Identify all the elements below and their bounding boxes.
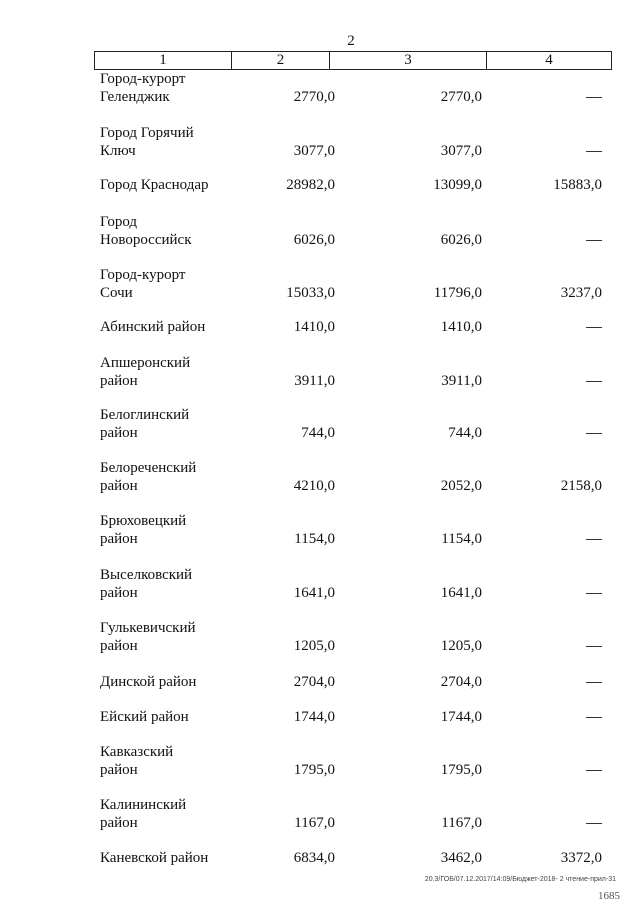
row-name: Город Новороссийск (100, 214, 192, 248)
row-value-c4 (587, 142, 602, 160)
row-name: Кавказский район (100, 744, 174, 778)
column-header-table (94, 51, 612, 70)
row-value-c3: 1795,0 (440, 762, 482, 778)
row-value-c2: 1205,0 (293, 638, 335, 654)
row-value-c2: 744,0 (301, 425, 335, 441)
row-name: Белореченский район (100, 460, 197, 494)
dash-mark (586, 327, 602, 328)
dash-mark (586, 433, 602, 434)
row-name: Брюховецкий район (100, 513, 187, 547)
row-value-c3: 1641,0 (440, 585, 482, 601)
row-value-c2: 1641,0 (293, 585, 335, 601)
row-value-c4 (587, 530, 602, 548)
row-value-c3: 11796,0 (433, 285, 482, 301)
row-value-c3: 3911,0 (441, 373, 482, 389)
row-value-c2: 1167,0 (294, 815, 335, 831)
row-name: Город-курорт Сочи (100, 267, 186, 301)
dash-mark (586, 646, 602, 647)
row-value-c3: 744,0 (448, 425, 482, 441)
dash-mark (586, 151, 602, 152)
row-value-c4 (587, 584, 602, 602)
row-value-c3: 3462,0 (440, 850, 482, 866)
row-name: Белоглинский район (100, 407, 190, 441)
row-name: Калининский район (100, 797, 187, 831)
row-value-c2: 2770,0 (293, 89, 335, 105)
row-value-c4 (587, 673, 602, 691)
row-value-c4 (587, 231, 602, 249)
dash-mark (586, 770, 602, 771)
row-name: Каневской район (100, 850, 209, 866)
row-name: Город-курорт Геленджик (100, 71, 186, 105)
page-number: 2 (347, 33, 355, 49)
row-value-c3: 1167,0 (441, 815, 482, 831)
row-value-c3: 1205,0 (440, 638, 482, 654)
row-value-c4: 3237,0 (560, 285, 602, 301)
row-value-c2: 1795,0 (293, 762, 335, 778)
row-value-c3: 1744,0 (440, 709, 482, 725)
row-value-c3: 2770,0 (440, 89, 482, 105)
row-value-c3: 13099,0 (433, 177, 482, 193)
row-value-c2: 1744,0 (293, 709, 335, 725)
footer-print-line: 20.3/ГОБ/07.12.2017/14:09/Бюджет-2018- 2 чтение-прил-31 (424, 876, 616, 883)
dash-mark (586, 717, 602, 718)
row-value-c4 (587, 761, 602, 779)
row-value-c4: 2158,0 (560, 478, 602, 494)
dash-mark (586, 593, 602, 594)
row-name: Город Горячий Ключ (100, 125, 194, 159)
dash-mark (586, 682, 602, 683)
row-value-c2: 15033,0 (286, 285, 335, 301)
row-value-c4 (587, 318, 602, 336)
row-value-c2: 4210,0 (293, 478, 335, 494)
row-value-c2: 1410,0 (293, 319, 335, 335)
column-header-4: 4 (487, 52, 612, 70)
row-value-c4 (587, 708, 602, 726)
row-value-c3: 3077,0 (440, 143, 482, 159)
dash-mark (586, 381, 602, 382)
row-name: Ейский район (100, 709, 189, 725)
corner-sheet-number: 1685 (598, 890, 620, 902)
row-name: Динской район (100, 674, 197, 690)
column-header-2: 2 (232, 52, 330, 70)
row-value-c4: 15883,0 (553, 177, 602, 193)
column-header-row (95, 52, 612, 70)
dash-mark (586, 240, 602, 241)
dash-mark (586, 823, 602, 824)
row-name: Гулькевичский район (100, 620, 196, 654)
column-header-3: 3 (330, 52, 487, 70)
row-value-c2: 2704,0 (293, 674, 335, 690)
row-name: Выселковский район (100, 567, 193, 601)
row-value-c4: 3372,0 (560, 850, 602, 866)
row-value-c2: 6834,0 (293, 850, 335, 866)
row-value-c3: 2052,0 (440, 478, 482, 494)
row-value-c3: 2704,0 (440, 674, 482, 690)
row-value-c2: 3077,0 (293, 143, 335, 159)
row-name: Абинский район (100, 319, 206, 335)
row-name: Город Краснодар (100, 177, 209, 193)
row-value-c3: 1410,0 (440, 319, 482, 335)
column-header-1: 1 (95, 52, 232, 70)
row-value-c4 (587, 424, 602, 442)
row-value-c2: 6026,0 (293, 232, 335, 248)
dash-mark (586, 539, 602, 540)
row-value-c4 (587, 814, 602, 832)
row-value-c2: 1154,0 (294, 531, 335, 547)
row-value-c4 (587, 88, 602, 106)
row-value-c2: 3911,0 (294, 373, 335, 389)
row-value-c4 (587, 637, 602, 655)
row-name: Апшеронский район (100, 355, 191, 389)
row-value-c3: 6026,0 (440, 232, 482, 248)
dash-mark (586, 97, 602, 98)
row-value-c4 (587, 372, 602, 390)
row-value-c3: 1154,0 (441, 531, 482, 547)
row-value-c2: 28982,0 (286, 177, 335, 193)
